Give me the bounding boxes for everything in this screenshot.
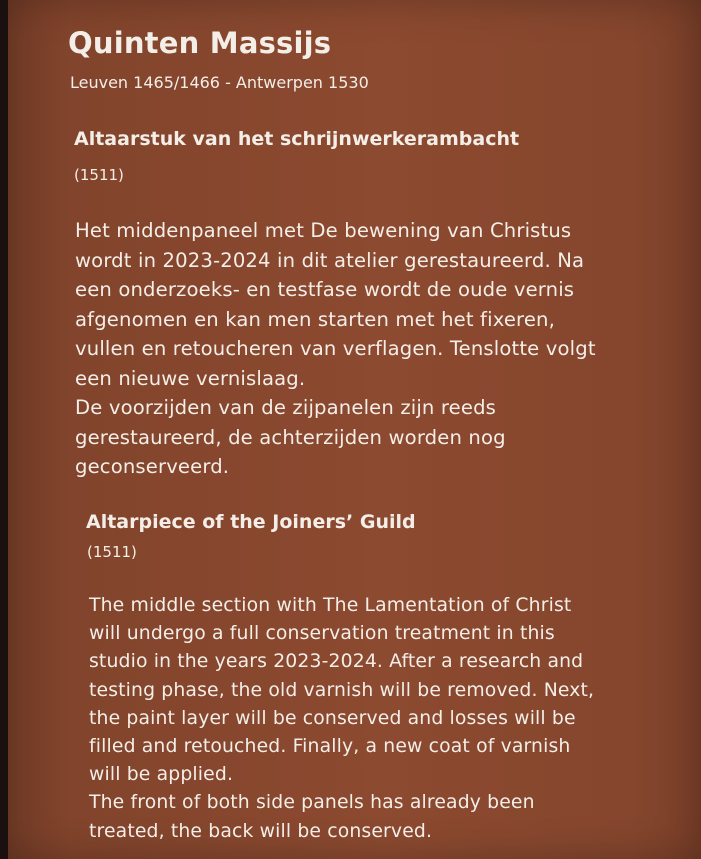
dutch-description-line: geconserveerd. xyxy=(75,455,230,478)
dutch-description-line: een nieuwe vernislaag. xyxy=(75,366,306,390)
english-description-line: will be applied. xyxy=(89,764,234,786)
english-description-line: The front of both side panels has already been xyxy=(89,792,535,814)
english-description xyxy=(89,592,594,846)
dutch-description-line: gerestaureerd, de achterzijden worden nog xyxy=(75,425,506,449)
artist-life-dates: Leuven 1465/1466 - Antwerpen 1530 xyxy=(70,73,369,92)
english-artwork-title: Altarpiece of the Joiners’ Guild xyxy=(86,511,416,533)
english-description-line: The middle section with The Lamentation of Christ xyxy=(89,595,572,616)
english-description-line: the paint layer will be conserved and losses will be xyxy=(89,707,576,729)
dutch-description-line: afgenomen en kan men starten met het fixeren, xyxy=(75,307,555,331)
panel-edge-shadow xyxy=(0,0,8,859)
dutch-description-line: Het middenpaneel met De bewening van Christus xyxy=(75,219,572,242)
dutch-description-line: een onderzoeks- en testfase wordt de oude vernis xyxy=(75,278,575,301)
english-description-line: studio in the years 2023-2024. After a research and xyxy=(89,651,584,673)
english-description-line: will undergo a full conservation treatment in this xyxy=(89,623,555,645)
english-description-line: treated, the back will be conserved. xyxy=(89,820,433,842)
english-artwork-year: (1511) xyxy=(87,543,137,561)
english-description-line: filled and retouched. Finally, a new coat of varnish xyxy=(89,736,571,758)
artist-name: Quinten Massijs xyxy=(68,26,332,60)
dutch-description-line: vullen en retoucheren van verflagen. Tenslotte volgt xyxy=(75,337,596,360)
dutch-description-line: De voorzijden van de zijpanelen zijn reeds xyxy=(75,396,497,419)
dutch-artwork-year: (1511) xyxy=(74,166,124,184)
dutch-description-line: wordt in 2023-2024 in dit atelier gerestaureerd. Na xyxy=(75,248,585,272)
dutch-description xyxy=(75,216,596,482)
english-description-line: testing phase, the old varnish will be removed. Next, xyxy=(89,679,595,701)
dutch-artwork-title: Altaarstuk van het schrijnwerkerambacht xyxy=(74,128,520,150)
